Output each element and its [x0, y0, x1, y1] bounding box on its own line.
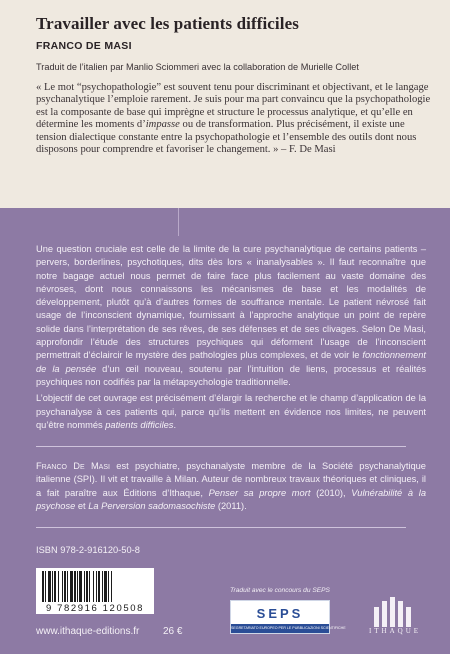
bio-book-3: La Perversion sadomasochiste [88, 500, 216, 511]
author-bio [36, 460, 426, 513]
bio-author-name: Franco De Masi [36, 461, 110, 471]
description-paragraph-1 [36, 243, 426, 389]
bio-text-2: (2010), [310, 487, 352, 498]
paragraph-1-text-a: Une question cruciale est celle de la limite de la cure psychanalytique de certains patients – pervers, borderlines, psychotiques, dits dès lors « inanalysables ». Il faut reconnaître que notre bagage actuel nous permet de faire face plus facilement au vaste domaine des névroses, dont nous connaissons les mécanismes de base et les modalités de développement, plutôt qu’à d’autres formes de souffrance mentale. Le patient névrosé fait usage de l’inconscient dynamique, fournissant à l’approche analytique un point de repère solide dans l’interprétation de ses rêves, de ses défenses et de ses clivages. Selon De Masi, approfondir l’étude des structures psychiques qui déforment l’usage de l’inconscient permettrait d’éclaircir le mystère des pathologies plus complexes, et de voir le [36, 244, 426, 361]
paragraph-2-emphasis: patients difficiles [105, 419, 174, 430]
quote-emphasis: impasse [145, 119, 180, 131]
section-divider [36, 446, 406, 447]
publisher-name: ITHAQUE [368, 627, 422, 635]
barcode-digits: 9 782916 120508 [36, 603, 154, 614]
description-paragraph-2 [36, 392, 426, 432]
description-text [36, 243, 426, 432]
publisher-website[interactable]: www.ithaque-editions.fr [36, 626, 140, 637]
quote-text-2: ou de transformation. Plus précisément, il existe une tension dialectique constante entre la psychopathologie et l’ensemble des outils dont nous disposons pour comprendre et favoriser le changement. » – F. De Masi [36, 119, 417, 156]
isbn: ISBN 978-2-916120-50-8 [36, 545, 140, 555]
seps-logo-word: SEPS [256, 606, 304, 621]
quote-text-1: « Le mot “psychopathologie” est souvent tenu pour discriminant et objectivant, et le langage psychanalytique l’emploie rarement. Je suis pour ma part convaincu que la psychopathologie est la composante de base qui imprègne et structure le processus analytique, et qu’elle en détermine les moments d’ [36, 82, 431, 131]
barcode-icon [40, 571, 150, 602]
decorative-stripe [178, 208, 179, 236]
seps-logo [230, 600, 346, 634]
book-title: Travailler avec les patients difficiles [36, 14, 299, 33]
bio-book-2: Vulnérabilité à la psychose [36, 487, 427, 511]
translation-credit: Traduit de l’italien par Manlio Sciommeri avec la collaboration de Murielle Collet [36, 62, 359, 72]
bio-text-3: et [75, 500, 89, 511]
section-divider-2 [36, 527, 406, 528]
top-panel [0, 0, 450, 208]
seps-caption: Traduit avec le concours du SEPS [230, 587, 330, 594]
bio-book-1: Penser sa propre mort [208, 487, 311, 498]
book-author: FRANCO DE MASI [36, 40, 132, 52]
bio-text-1: est psychiatre, psychanalyste membre de la Société psychanalytique italienne (SPI). Il vit et travaille à Milan. Auteur de nombreux travaux théoriques et cliniques, il a fait paraître aux Éditions d’Ithaque, [36, 461, 426, 498]
paragraph-2-text-a: L’objectif de cet ouvrage est précisément d’élargir la recherche et le champ d’application de la psychanalyse à ces patients qui, parce qu’ils mettent en évidence nos limites, ne peuvent qu’être nommés [36, 393, 426, 430]
paragraph-2-text-b: . [173, 419, 177, 430]
bio-text-4: (2011). [215, 500, 247, 511]
seps-logo-band-text: SEGRETARIATO EUROPEO PER LE PUBBLICAZIONI SCIENTIFICHE [231, 626, 346, 630]
paragraph-1-text-b: d’un œil nouveau, soutenu par l’intuition de liens, processus et réalités psychiques non codifiés par la métapsychologie traditionnelle. [36, 363, 426, 387]
paragraph-1-emphasis: fonctionnement de la pensée [36, 350, 426, 374]
price: 26 € [163, 626, 183, 637]
epigraph-quote [36, 82, 436, 156]
